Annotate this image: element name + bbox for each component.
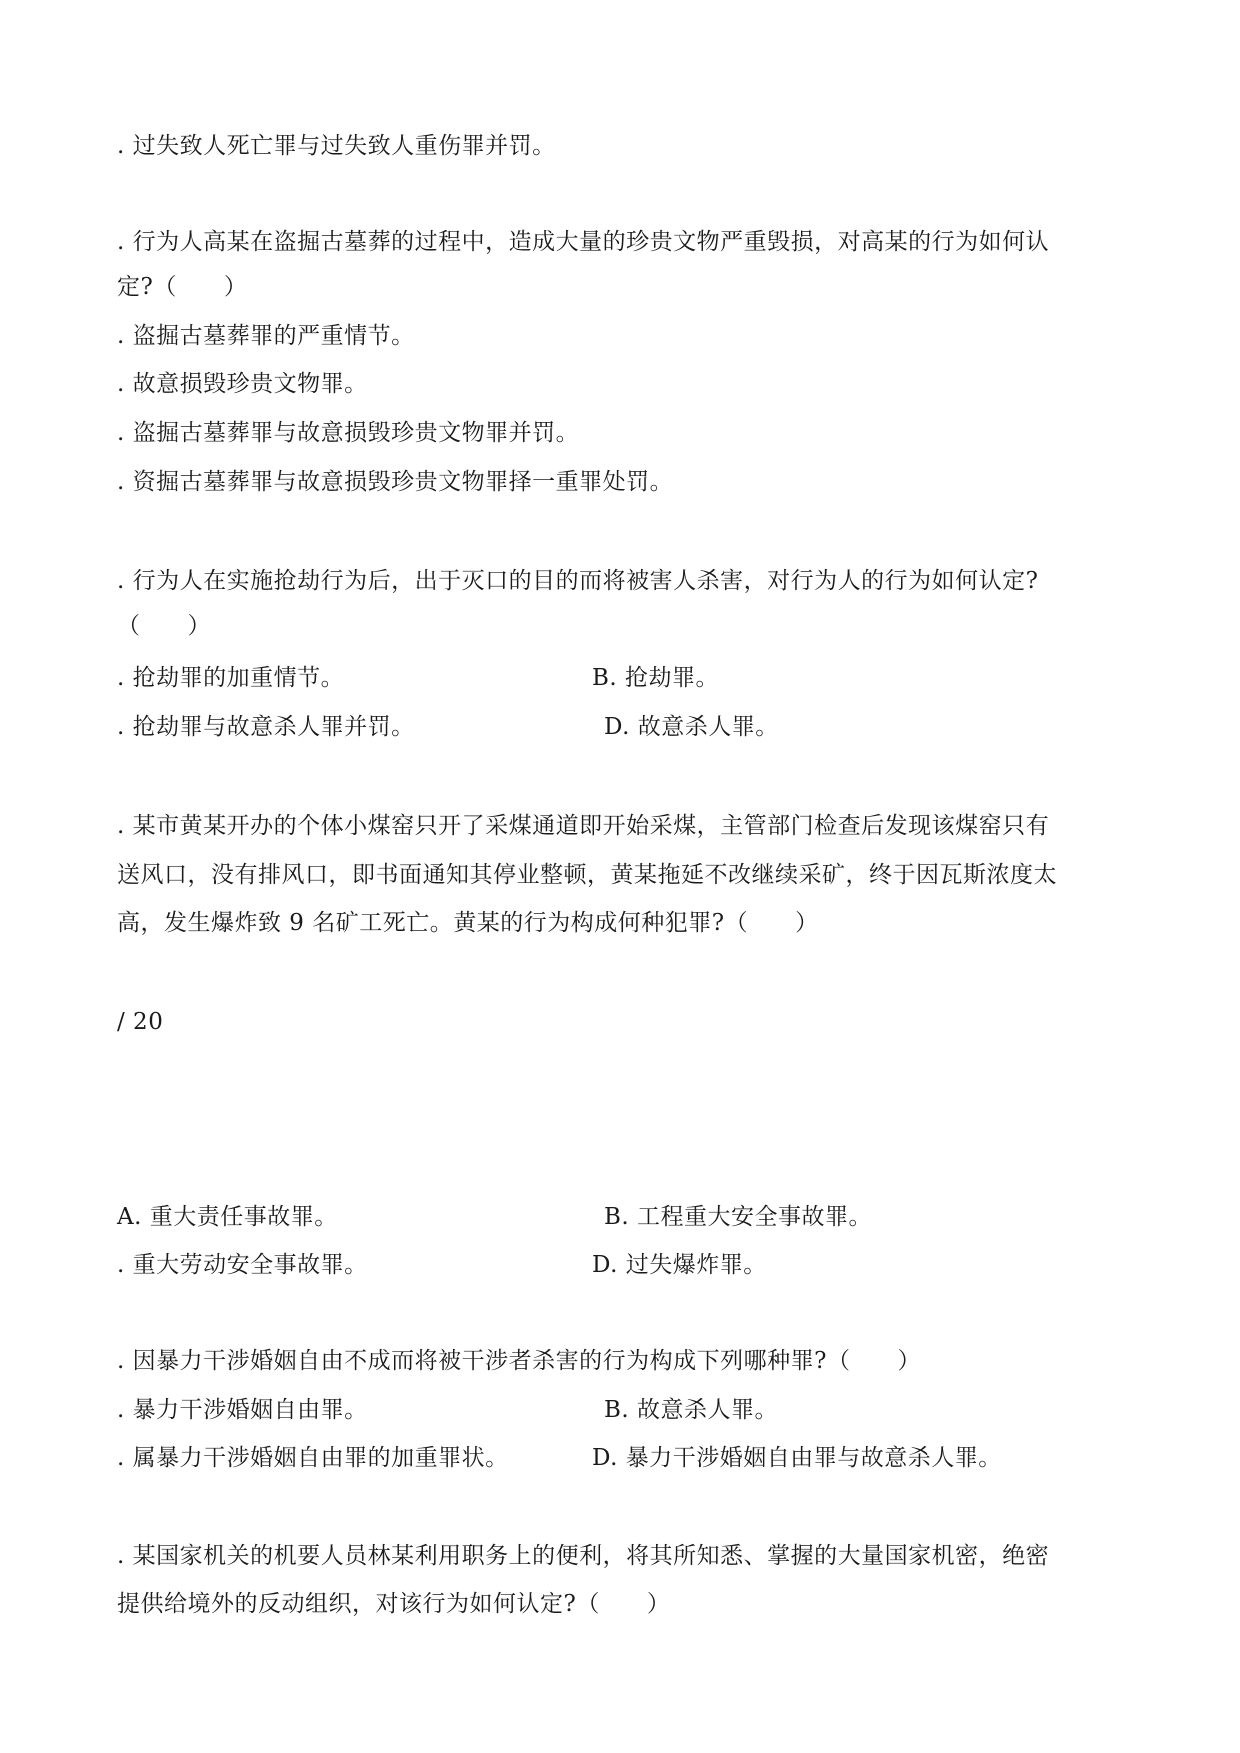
answer-option: D. 故意杀人罪。 [604,714,779,740]
answer-option: . 属暴力干涉婚姻自由罪的加重罪状。 [117,1445,509,1471]
answer-option: . 过失致人死亡罪与过失致人重伤罪并罚。 [117,133,556,159]
answer-option: A. 重大责任事故罪。 [117,1204,338,1230]
question-text: 提供给境外的反动组织，对该行为如何认定?（ ） [117,1591,671,1617]
answer-option: . 抢劫罪与故意杀人罪并罚。 [117,714,415,740]
answer-option: D. 暴力干涉婚姻自由罪与故意杀人罪。 [592,1445,1002,1471]
answer-option: . 重大劳动安全事故罪。 [117,1252,368,1278]
answer-option: . 故意损毁珍贵文物罪。 [117,371,368,397]
question-text: （ ） [117,613,211,639]
question-text: 送风口，没有排风口，即书面通知其停业整顿，黄某拖延不改继续采矿，终于因瓦斯浓度太 [117,862,1057,888]
answer-option: . 盗掘古墓葬罪的严重情节。 [117,323,415,349]
answer-option: B. 工程重大安全事故罪。 [604,1204,873,1230]
question-text: . 某市黄某开办的个体小煤窑只开了采煤通道即开始采煤，主管部门检查后发现该煤窑只有 [117,813,1050,839]
answer-option: . 资掘古墓葬罪与故意损毁珍贵文物罪择一重罪处罚。 [117,469,674,495]
answer-option: D. 过失爆炸罪。 [592,1252,767,1278]
question-text: 定?（ ） [117,274,248,300]
question-text: . 行为人高某在盗掘古墓葬的过程中，造成大量的珍贵文物严重毁损，对高某的行为如何认 [117,229,1050,255]
answer-option: . 抢劫罪的加重情节。 [117,665,345,691]
answer-option: B. 抢劫罪。 [592,665,720,691]
answer-option: B. 故意杀人罪。 [604,1397,779,1423]
page-number: / 20 [117,1009,164,1035]
question-text: . 因暴力干涉婚姻自由不成而将被干涉者杀害的行为构成下列哪种罪?（ ） [117,1348,921,1374]
answer-option: . 盗掘古墓葬罪与故意损毁珍贵文物罪并罚。 [117,420,580,446]
question-text: . 行为人在实施抢劫行为后，出于灭口的目的而将被害人杀害，对行为人的行为如何认定? [117,568,1039,594]
question-text: . 某国家机关的机要人员林某利用职务上的便利，将其所知悉、掌握的大量国家机密，绝密 [117,1543,1050,1569]
answer-option: . 暴力干涉婚姻自由罪。 [117,1397,368,1423]
question-text: 高，发生爆炸致 9 名矿工死亡。黄某的行为构成何种犯罪?（ ） [117,910,819,936]
